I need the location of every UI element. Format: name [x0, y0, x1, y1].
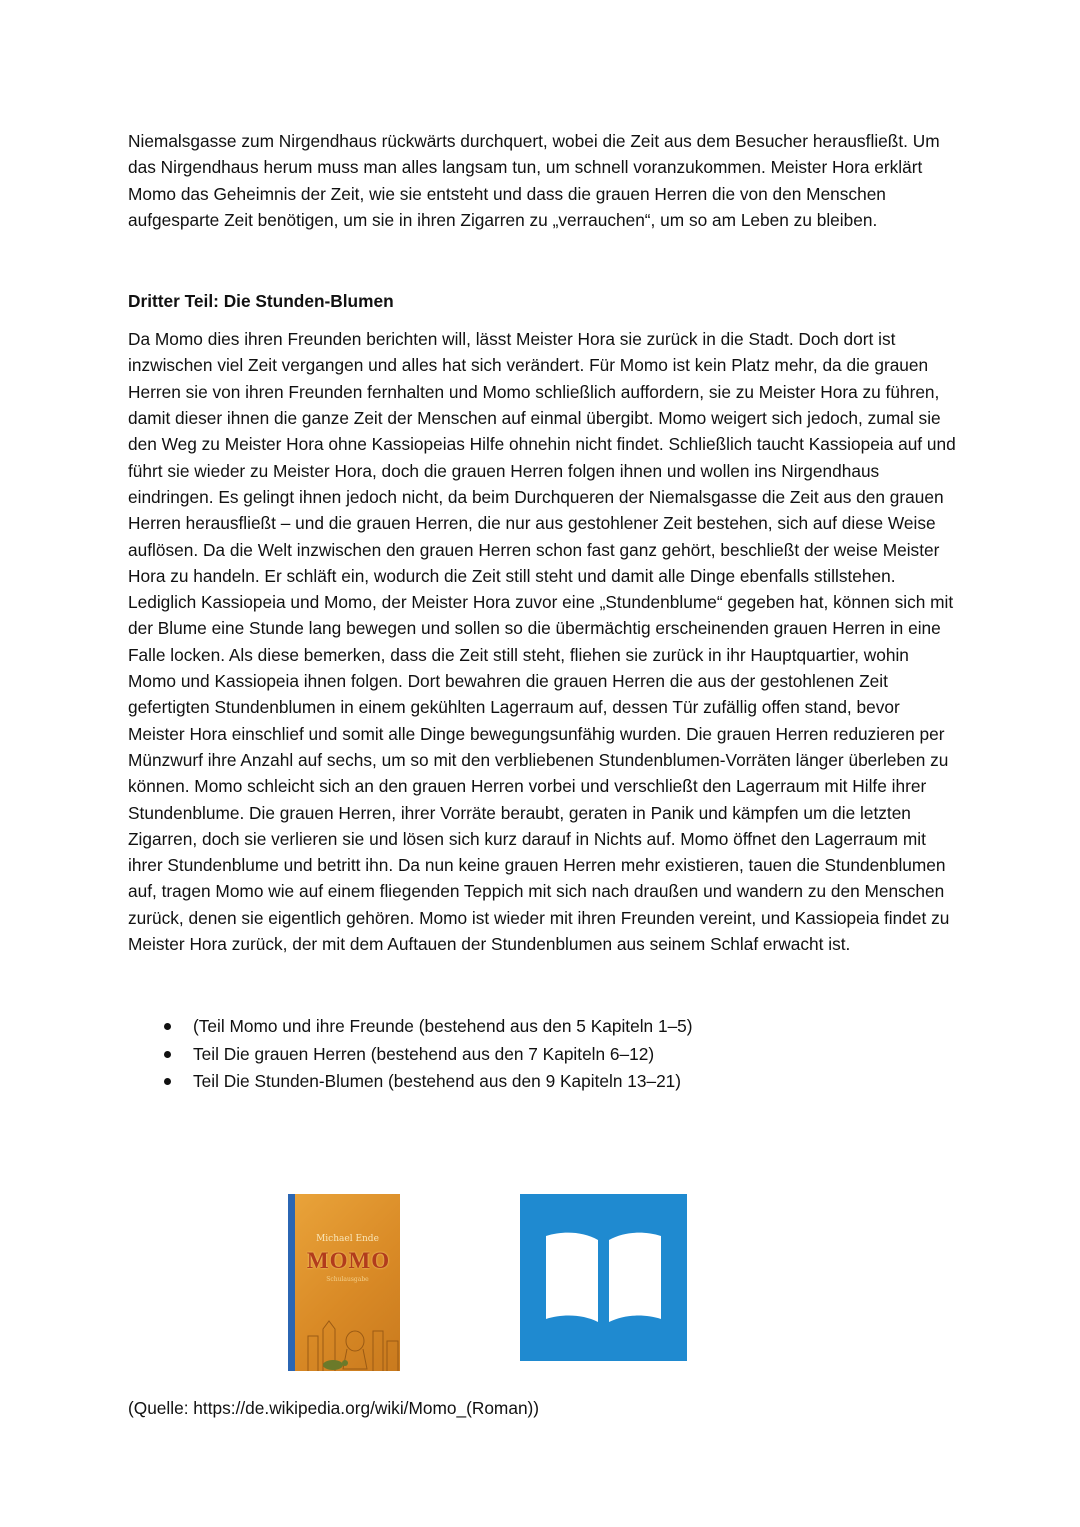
source-citation: (Quelle: https://de.wikipedia.org/wiki/Momo_(Roman)): [128, 1398, 540, 1418]
paragraph-continuation: Niemalsgasse zum Nirgendhaus rückwärts durchquert, wobei die Zeit aus dem Besucher herausfließt. Um das Nirgendhaus herum muss man alles langsam tun, um schnell voranzukommen. Meister Hora erklärt Momo das Geheimnis der Zeit, wie sie entsteht und dass die grauen Herren die von den Menschen aufgesparte Zeit benötigen, um sie in ihren Zigarren zu „verrauchen“, um so am Leben zu bleiben.: [128, 131, 940, 230]
cover-title: MOMO: [306, 1248, 391, 1273]
book-cover-image: [288, 1194, 400, 1371]
cover-author: Michael Ende: [316, 1234, 379, 1244]
cover-subtitle: Schulausgabe: [326, 1276, 369, 1283]
cover-illustration: [303, 1301, 400, 1371]
open-book-icon: [520, 1194, 687, 1361]
list-item: (Teil Momo und ihre Freunde (bestehend aus den 5 Kapiteln 1–5): [160, 1013, 958, 1041]
section-text: Da Momo dies ihren Freunden berichten will, lässt Meister Hora sie zurück in die Stadt. Doch dort ist inzwischen viel Zeit vergangen und alles hat sich verändert. Für Momo ist kein Platz mehr, da die grauen Herren sie von ihren Freunden fernhalten und Momo schließlich auffordern, sie zu Meister Hora zu führen, damit dieser ihnen die ganze Zeit der Menschen auf einmal übergibt. Momo weigert sich jedoch, zumal sie den Weg zu Meister Hora ohne Kassiopeias Hilfe ohnehin nicht findet. Schließlich taucht Kassiopeia auf und führt sie wieder zu Meister Hora, doch die grauen Herren folgen ihnen und wollen ins Nirgendhaus eindringen. Es gelingt ihnen jedoch nicht, da beim Durchqueren der Niemalsgasse die Zeit aus den grauen Herren herausfließt – und die grauen Herren, die nur aus gestohlener Zeit bestehen, sich auf diese Weise auflösen. Da die Welt inzwischen den grauen Herren schon fast ganz gehört, beschließt der weise Meister Hora zu handeln. Er schläft ein, wodurch die Zeit still steht und damit alle Dinge ebenfalls stillstehen. Lediglich Kassiopeia und Momo, der Meister Hora zuvor eine „Stundenblume“ gegeben hat, können sich mit der Blume eine Stunde lang bewegen und sollen so die übermächtig erscheinenden grauen Herren in eine Falle locken. Als diese bemerken, dass die Zeit still steht, fliehen sie zurück in ihr Hauptquartier, wohin Momo und Kassiopeia ihnen folgen. Dort bewahren die grauen Herren die aus der gestohlenen Zeit gefertigten Stundenblumen in einem gekühlten Lagerraum auf, dessen Tür zufällig offen stand, bevor Meister Hora einschlief und somit alle Dinge bewegungsunfähig wurden. Die grauen Herren reduzieren per Münzwurf ihre Anzahl auf sechs, um so mit den verbliebenen Stundenblumen-Vorräten länger überleben zu können. Momo schleicht sich an den grauen Herren vorbei und verschließt den Lagerraum mit Hilfe ihrer Stundenblume. Die grauen Herren, ihrer Vorräte beraubt, geraten in Panik und kämpfen um die letzten Zigarren, doch sie verlieren sie und lösen sich kurz darauf in Nichts auf. Momo öffnet den Lagerraum mit ihrer Stundenblume und betritt ihn. Da nun keine grauen Herren mehr existieren, tauen die Stundenblumen auf, tragen Momo wie auf einem fliegenden Teppich mit sich nach draußen und wandern zu den Menschen zurück, denen sie eigentlich gehören. Momo ist wieder mit ihren Freunden vereint, und Kassiopeia findet zu Meister Hora zurück, der mit dem Auftauen der Stundenblumen aus seinem Schlaf erwacht ist.: [128, 329, 956, 955]
wiki-book-tile: [520, 1194, 687, 1361]
page-body: [128, 128, 958, 1096]
chapter-list: [128, 1013, 958, 1096]
section-heading: Dritter Teil: Die Stunden-Blumen: [128, 291, 394, 312]
list-item: Teil Die grauen Herren (bestehend aus den 7 Kapiteln 6–12): [160, 1041, 958, 1069]
list-item: Teil Die Stunden-Blumen (bestehend aus den 9 Kapiteln 13–21): [160, 1068, 958, 1096]
image-row: [288, 1194, 688, 1372]
